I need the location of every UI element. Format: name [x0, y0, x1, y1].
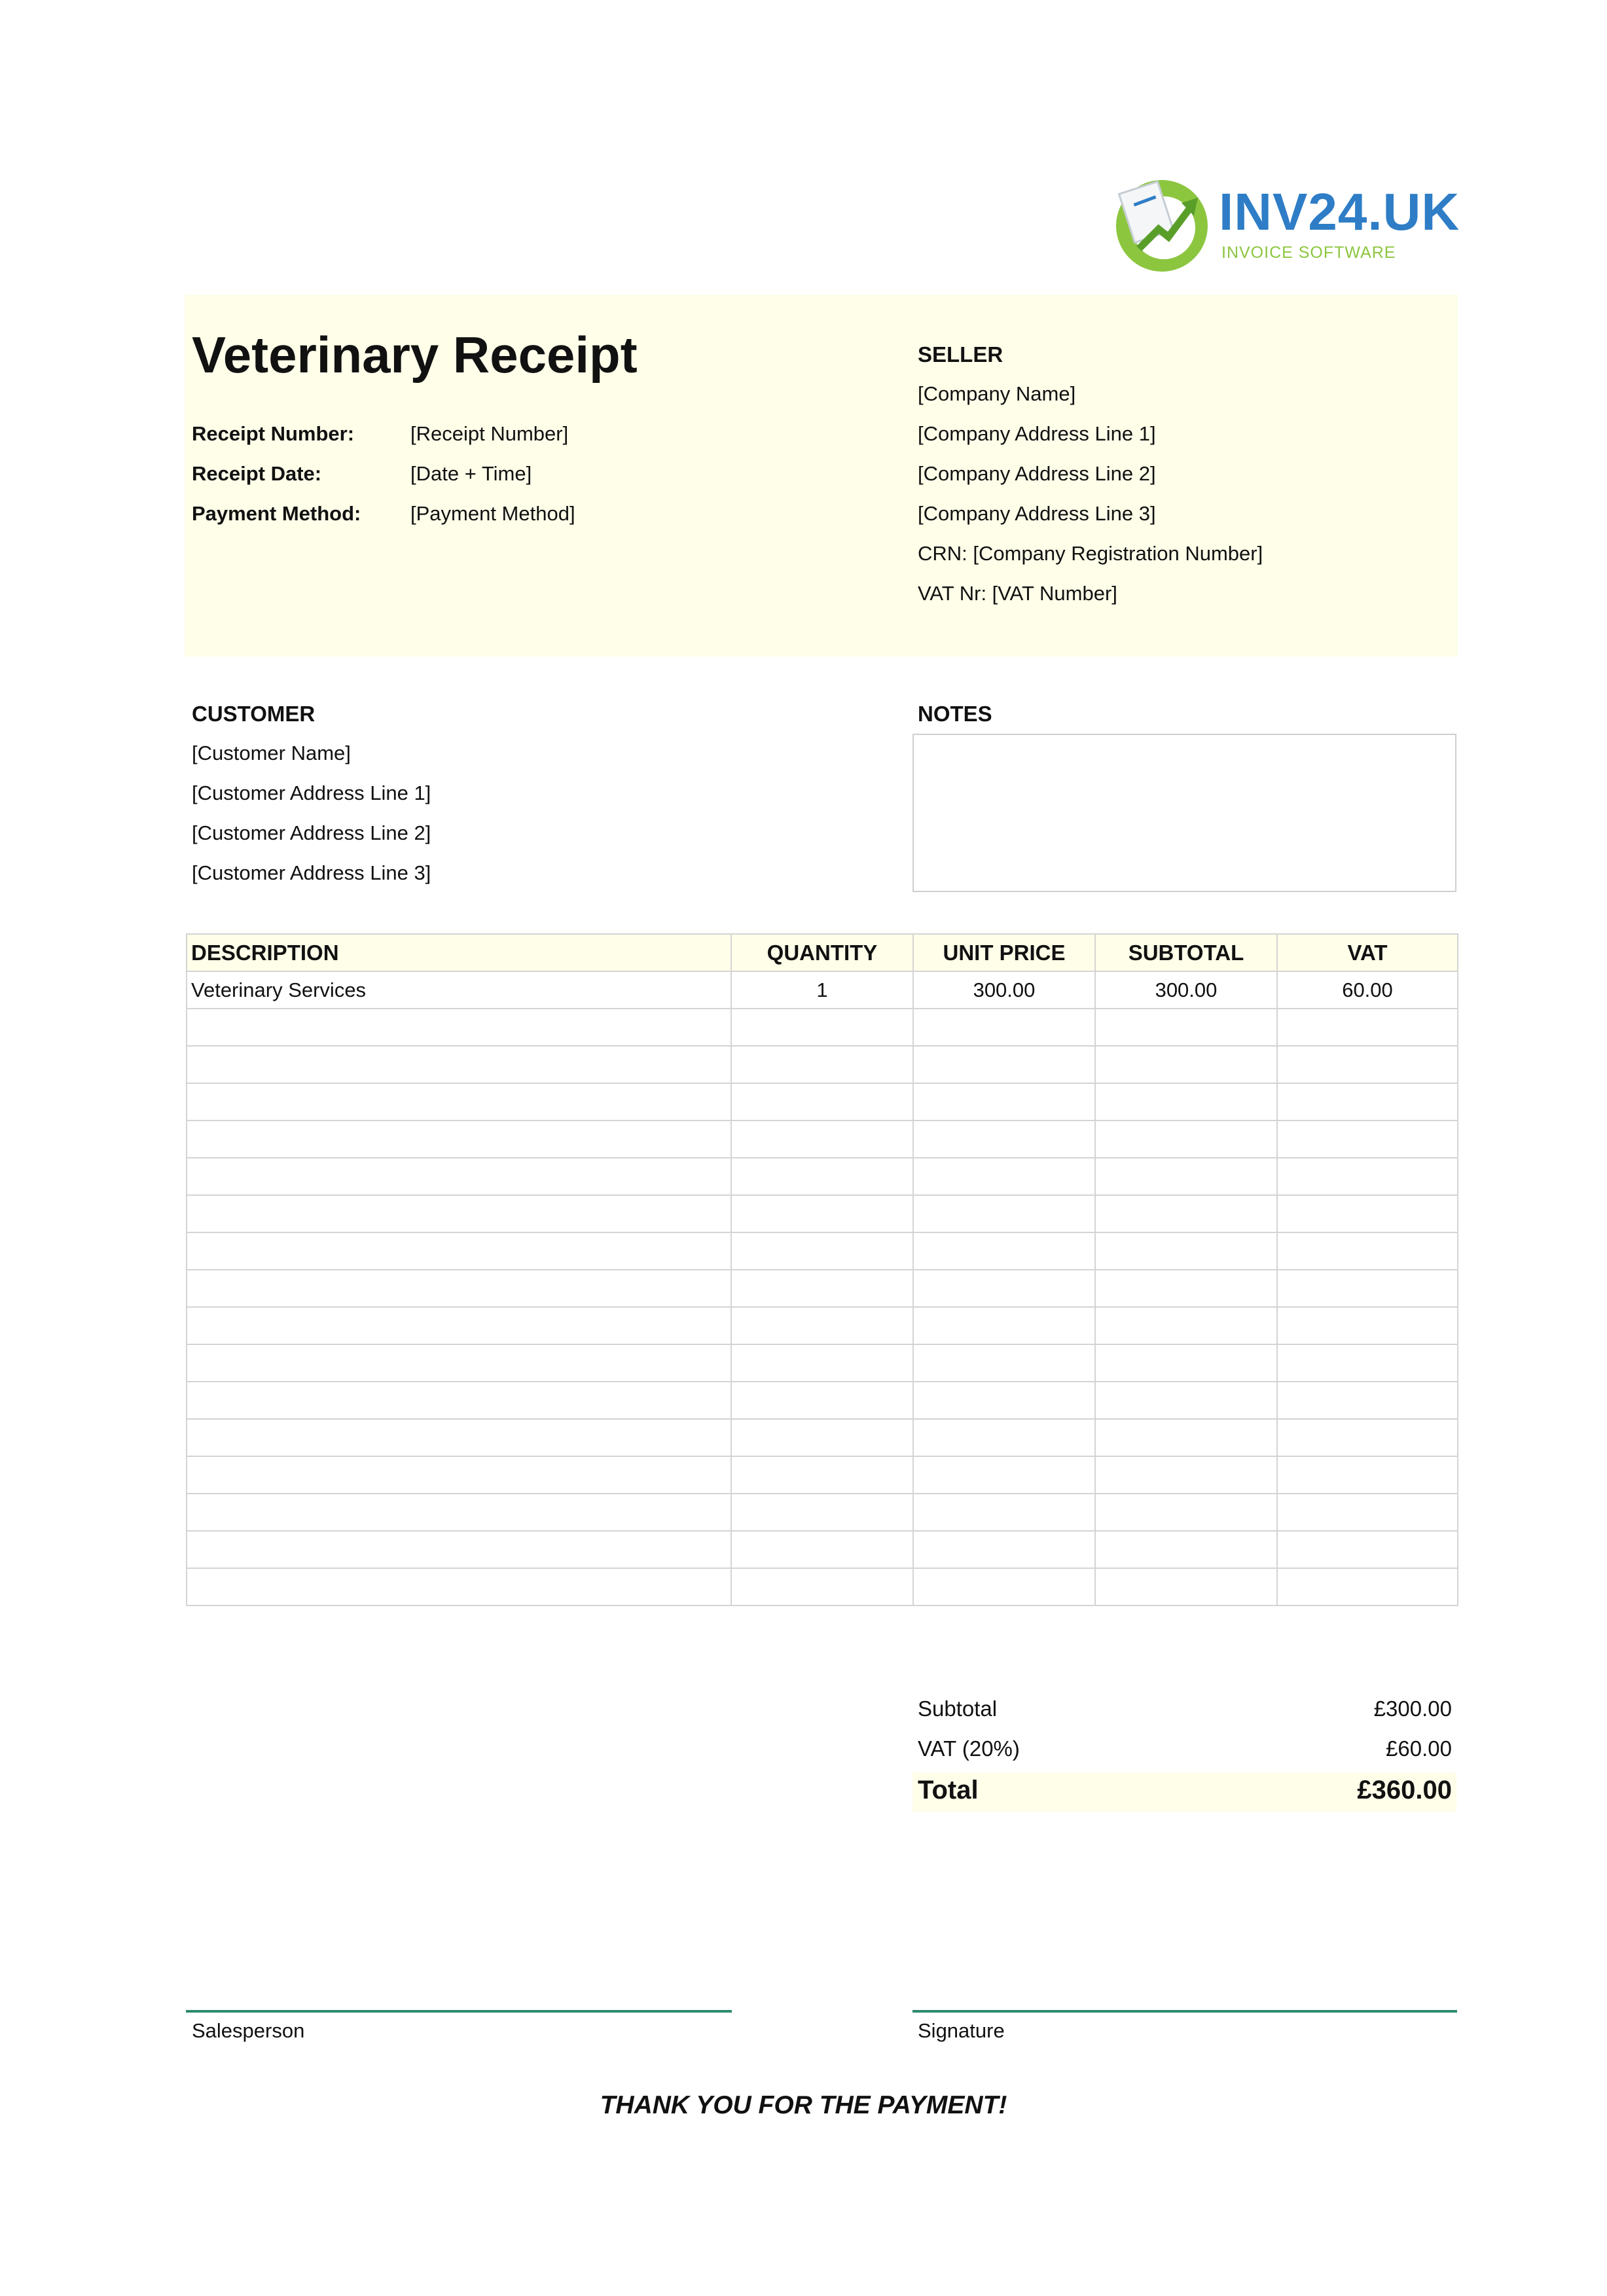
table-header-row: [187, 934, 1458, 971]
empty-cell[interactable]: [913, 1344, 1095, 1382]
column-header-unit-price: UNIT PRICE: [913, 934, 1095, 971]
empty-cell[interactable]: [1095, 1270, 1277, 1307]
empty-cell[interactable]: [913, 1419, 1095, 1456]
seller-line: [Company Name]: [918, 382, 1076, 405]
empty-cell[interactable]: [1095, 1121, 1277, 1158]
empty-cell[interactable]: [913, 1158, 1095, 1195]
empty-cell[interactable]: [731, 1307, 913, 1344]
empty-cell[interactable]: [1277, 1531, 1458, 1568]
empty-cell[interactable]: [731, 1568, 913, 1605]
empty-cell[interactable]: [1277, 1494, 1458, 1531]
item-description: Veterinary Services: [187, 971, 731, 1009]
empty-cell[interactable]: [913, 1494, 1095, 1531]
empty-cell[interactable]: [1277, 1046, 1458, 1083]
notes-box[interactable]: [912, 734, 1456, 892]
empty-cell[interactable]: [731, 1195, 913, 1232]
empty-cell[interactable]: [1277, 1456, 1458, 1494]
empty-cell[interactable]: [913, 1568, 1095, 1605]
empty-cell[interactable]: [1277, 1568, 1458, 1605]
empty-cell[interactable]: [913, 1046, 1095, 1083]
empty-cell[interactable]: [1277, 1270, 1458, 1307]
empty-cell[interactable]: [731, 1494, 913, 1531]
empty-cell[interactable]: [1277, 1419, 1458, 1456]
empty-cell[interactable]: [187, 1456, 731, 1494]
company-logo: [1113, 170, 1460, 275]
column-header-subtotal: SUBTOTAL: [1095, 934, 1277, 971]
empty-cell[interactable]: [1095, 1344, 1277, 1382]
table-row: [187, 1270, 1458, 1307]
item-vat: 60.00: [1277, 971, 1458, 1009]
table-row: [187, 1046, 1458, 1083]
empty-cell[interactable]: [913, 1195, 1095, 1232]
table-row: [187, 971, 1458, 1009]
empty-cell[interactable]: [731, 1232, 913, 1270]
column-header-quantity: QUANTITY: [731, 934, 913, 971]
table-row: [187, 1494, 1458, 1531]
page-title: Veterinary Receipt: [192, 326, 638, 384]
table-row: [187, 1009, 1458, 1046]
subtotal-value: £300.00: [1373, 1696, 1452, 1721]
empty-cell[interactable]: [1095, 1195, 1277, 1232]
empty-cell[interactable]: [187, 1531, 731, 1568]
column-header-description: DESCRIPTION: [187, 934, 731, 971]
total-value: £360.00: [1357, 1776, 1452, 1804]
empty-cell[interactable]: [913, 1083, 1095, 1121]
column-header-vat: VAT: [1277, 934, 1458, 971]
vat-value: £60.00: [1386, 1736, 1452, 1761]
table-row: [187, 1195, 1458, 1232]
empty-cell[interactable]: [1277, 1083, 1458, 1121]
seller-line: [Company Address Line 1]: [918, 422, 1156, 445]
total-label: Total: [918, 1776, 979, 1804]
empty-cell[interactable]: [1095, 1083, 1277, 1121]
empty-cell[interactable]: [913, 1232, 1095, 1270]
table-row: [187, 1307, 1458, 1344]
empty-cell[interactable]: [913, 1121, 1095, 1158]
table-row: [187, 1568, 1458, 1605]
empty-cell[interactable]: [731, 1531, 913, 1568]
empty-cell[interactable]: [731, 1382, 913, 1419]
salesperson-signature-line: [186, 2010, 732, 2013]
vat-label: VAT (20%): [918, 1736, 1020, 1761]
seller-line: [Company Address Line 2]: [918, 462, 1156, 485]
empty-cell[interactable]: [731, 1158, 913, 1195]
seller-line: [Company Address Line 3]: [918, 502, 1156, 525]
empty-cell[interactable]: [1277, 1009, 1458, 1046]
logo-brand-text: INV24.UK: [1219, 183, 1460, 241]
empty-cell[interactable]: [1095, 1568, 1277, 1605]
empty-cell[interactable]: [731, 1083, 913, 1121]
empty-cell[interactable]: [1277, 1121, 1458, 1158]
empty-cell[interactable]: [1277, 1232, 1458, 1270]
table-row: [187, 1419, 1458, 1456]
empty-cell[interactable]: [187, 1307, 731, 1344]
empty-cell[interactable]: [913, 1307, 1095, 1344]
empty-cell[interactable]: [1277, 1344, 1458, 1382]
empty-cell[interactable]: [731, 1456, 913, 1494]
empty-cell[interactable]: [1095, 1046, 1277, 1083]
table-row: [187, 1531, 1458, 1568]
item-quantity: 1: [731, 971, 913, 1009]
table-row: [187, 1121, 1458, 1158]
empty-cell[interactable]: [913, 1009, 1095, 1046]
empty-cell[interactable]: [913, 1456, 1095, 1494]
receipt-number-value: [Receipt Number]: [410, 422, 569, 445]
payment-method-label: Payment Method:: [192, 502, 361, 525]
notes-heading: NOTES: [918, 702, 992, 726]
empty-cell[interactable]: [1277, 1195, 1458, 1232]
empty-cell[interactable]: [1095, 1419, 1277, 1456]
table-row: [187, 1344, 1458, 1382]
empty-cell[interactable]: [1095, 1531, 1277, 1568]
logo-tagline: INVOICE SOFTWARE: [1221, 243, 1396, 262]
customer-line: [Customer Name]: [192, 742, 351, 764]
customer-line: [Customer Address Line 1]: [192, 781, 431, 804]
empty-cell[interactable]: [187, 1270, 731, 1307]
seller-line: VAT Nr: [VAT Number]: [918, 582, 1117, 605]
customer-heading: CUSTOMER: [192, 702, 316, 726]
receipt-date-label: Receipt Date:: [192, 462, 322, 485]
empty-cell[interactable]: [1095, 1232, 1277, 1270]
thank-you-message: THANK YOU FOR THE PAYMENT!: [600, 2091, 1007, 2119]
receipt-date-value: [Date + Time]: [410, 462, 532, 485]
empty-cell[interactable]: [913, 1382, 1095, 1419]
signature-line: [912, 2010, 1457, 2013]
empty-cell[interactable]: [187, 1494, 731, 1531]
empty-cell[interactable]: [913, 1270, 1095, 1307]
empty-cell[interactable]: [1277, 1382, 1458, 1419]
empty-cell[interactable]: [1277, 1307, 1458, 1344]
subtotal-label: Subtotal: [918, 1696, 998, 1721]
empty-cell[interactable]: [731, 1046, 913, 1083]
empty-cell[interactable]: [1095, 1307, 1277, 1344]
table-row: [187, 1456, 1458, 1494]
empty-cell[interactable]: [187, 1419, 731, 1456]
empty-cell[interactable]: [187, 1046, 731, 1083]
empty-cell[interactable]: [187, 1009, 731, 1046]
payment-method-value: [Payment Method]: [410, 502, 575, 525]
table-row: [187, 1232, 1458, 1270]
empty-cell[interactable]: [1095, 1158, 1277, 1195]
empty-cell[interactable]: [187, 1344, 731, 1382]
empty-cell[interactable]: [187, 1568, 731, 1605]
empty-cell[interactable]: [187, 1121, 731, 1158]
empty-cell[interactable]: [731, 1270, 913, 1307]
empty-cell[interactable]: [187, 1158, 731, 1195]
customer-line: [Customer Address Line 3]: [192, 861, 431, 884]
empty-cell[interactable]: [731, 1121, 913, 1158]
empty-cell[interactable]: [187, 1232, 731, 1270]
seller-line: CRN: [Company Registration Number]: [918, 542, 1263, 565]
empty-cell[interactable]: [187, 1195, 731, 1232]
empty-cell[interactable]: [187, 1083, 731, 1121]
empty-cell[interactable]: [1095, 1009, 1277, 1046]
item-unit-price: 300.00: [913, 971, 1095, 1009]
items-table: [186, 933, 1458, 1606]
empty-cell[interactable]: [731, 1344, 913, 1382]
empty-cell[interactable]: [1095, 1382, 1277, 1419]
empty-cell[interactable]: [913, 1531, 1095, 1568]
item-subtotal: 300.00: [1095, 971, 1277, 1009]
signature-label: Signature: [918, 2019, 1005, 2042]
table-row: [187, 1158, 1458, 1195]
invoice-growth-arrow-icon: [1113, 177, 1211, 275]
empty-cell[interactable]: [187, 1382, 731, 1419]
customer-line: [Customer Address Line 2]: [192, 821, 431, 844]
salesperson-label: Salesperson: [192, 2019, 305, 2042]
empty-cell[interactable]: [731, 1009, 913, 1046]
table-row: [187, 1382, 1458, 1419]
empty-cell[interactable]: [1277, 1158, 1458, 1195]
seller-heading: SELLER: [918, 342, 1003, 367]
empty-cell[interactable]: [1095, 1494, 1277, 1531]
receipt-number-label: Receipt Number:: [192, 422, 355, 445]
table-row: [187, 1083, 1458, 1121]
empty-cell[interactable]: [1095, 1456, 1277, 1494]
empty-cell[interactable]: [731, 1419, 913, 1456]
